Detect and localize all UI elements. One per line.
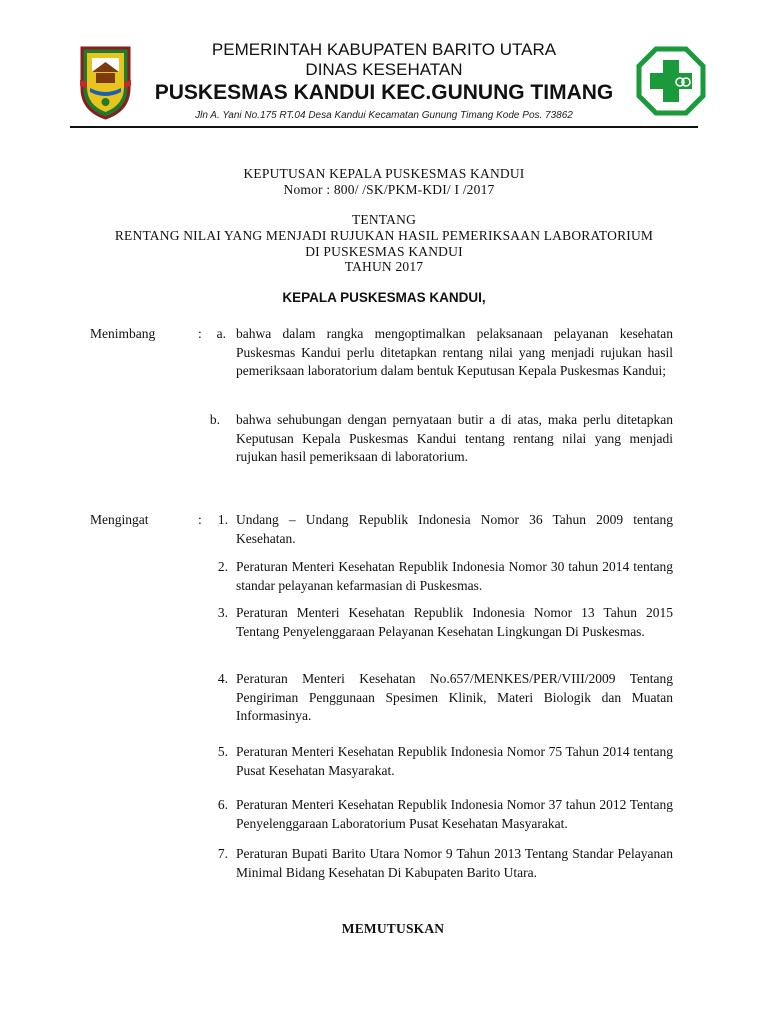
mengingat-item: Peraturan Menteri Kesehatan No.657/MENKES/PER/VIII/2009 Tentang Pengiriman Penggunaan Spesimen Klinik, Materi Biologik dan Muatan Informasinya. xyxy=(236,671,673,723)
menimbang-label: Menimbang xyxy=(90,326,156,341)
mengingat-item: Peraturan Menteri Kesehatan Republik Indonesia Nomor 30 tahun 2014 tentang standar pelayanan kefarmasian di Puskesmas. xyxy=(236,559,673,593)
letterhead-address: Jln A. Yani No.175 RT.04 Desa Kandui Kecamatan Gunung Timang Kode Pos. 73862 xyxy=(195,110,573,121)
decree-issuer: KEPALA PUSKESMAS KANDUI, xyxy=(282,290,486,305)
mengingat-item: Undang – Undang Republik Indonesia Nomor 36 Tahun 2009 tentang Kesehatan. xyxy=(236,512,673,546)
menimbang-marker: b. xyxy=(209,412,220,427)
mengingat-item: Peraturan Bupati Barito Utara Nomor 9 Tahun 2013 Tentang Standar Pelayanan Minimal Bidang Kesehatan Di Kabupaten Barito Utara. xyxy=(236,846,673,880)
decree-subject-line1: RENTANG NILAI YANG MENJADI RUJUKAN HASIL PEMERIKSAAN LABORATORIUM xyxy=(114,228,654,243)
menimbang-marker: a. xyxy=(216,326,226,341)
letterhead-rule xyxy=(70,126,698,128)
mengingat-label: Mengingat xyxy=(90,512,149,527)
memutuskan-heading: MEMUTUSKAN xyxy=(341,921,445,936)
mengingat-marker: 5. xyxy=(217,744,228,759)
decree-subject-line2: DI PUSKESMAS KANDUI xyxy=(305,244,463,259)
mengingat-marker: 6. xyxy=(217,797,228,812)
letterhead-government: PEMERINTAH KABUPATEN BARITO UTARA xyxy=(211,40,557,59)
letterhead-institution: PUSKESMAS KANDUI KEC.GUNUNG TIMANG xyxy=(154,81,614,104)
mengingat-marker: 7. xyxy=(217,846,228,861)
mengingat-colon: : xyxy=(198,512,202,527)
mengingat-marker: 1. xyxy=(217,512,228,527)
mengingat-marker: 3. xyxy=(217,605,228,620)
decree-tentang: TENTANG xyxy=(351,212,417,227)
mengingat-item: Peraturan Menteri Kesehatan Republik Indonesia Nomor 37 tahun 2012 Tentang Penyelenggaraan Laboratorium Pusat Kesehatan Masyarakat. xyxy=(236,797,673,831)
decree-heading: KEPUTUSAN KEPALA PUSKESMAS KANDUI xyxy=(243,166,525,181)
decree-year: TAHUN 2017 xyxy=(344,259,424,274)
puskesmas-logo-icon xyxy=(636,46,706,116)
letterhead-department: DINAS KESEHATAN xyxy=(305,60,463,79)
mengingat-marker: 4. xyxy=(217,671,228,686)
menimbang-colon: : xyxy=(198,326,202,341)
menimbang-item: bahwa dalam rangka mengoptimalkan pelaksanaan pelayanan kesehatan Puskesmas Kandui perlu ditetapkan rentang nilai yang menjadi rujukan hasil pemeriksaan laboratorium dalam bentuk Keputusan Kepala Puskesmas Kandui; xyxy=(236,326,673,378)
mengingat-item: Peraturan Menteri Kesehatan Republik Indonesia Nomor 75 Tahun 2014 tentang Pusat Kesehatan Masyarakat. xyxy=(236,744,673,778)
mengingat-item: Peraturan Menteri Kesehatan Republik Indonesia Nomor 13 Tahun 2015 Tentang Penyelenggaraan Pelayanan Kesehatan Lingkungan Di Puskesmas. xyxy=(236,605,673,639)
menimbang-item: bahwa sehubungan dengan pernyataan butir a di atas, maka perlu ditetapkan Keputusan Kepala Puskesmas Kandui tentang rentang nilai yang menjadi rujukan hasil pemeriksaan di laboratorium. xyxy=(236,412,673,464)
decree-number: Nomor : 800/ /SK/PKM-KDI/ I /2017 xyxy=(283,182,495,197)
letterhead xyxy=(0,0,768,132)
mengingat-marker: 2. xyxy=(217,559,228,574)
